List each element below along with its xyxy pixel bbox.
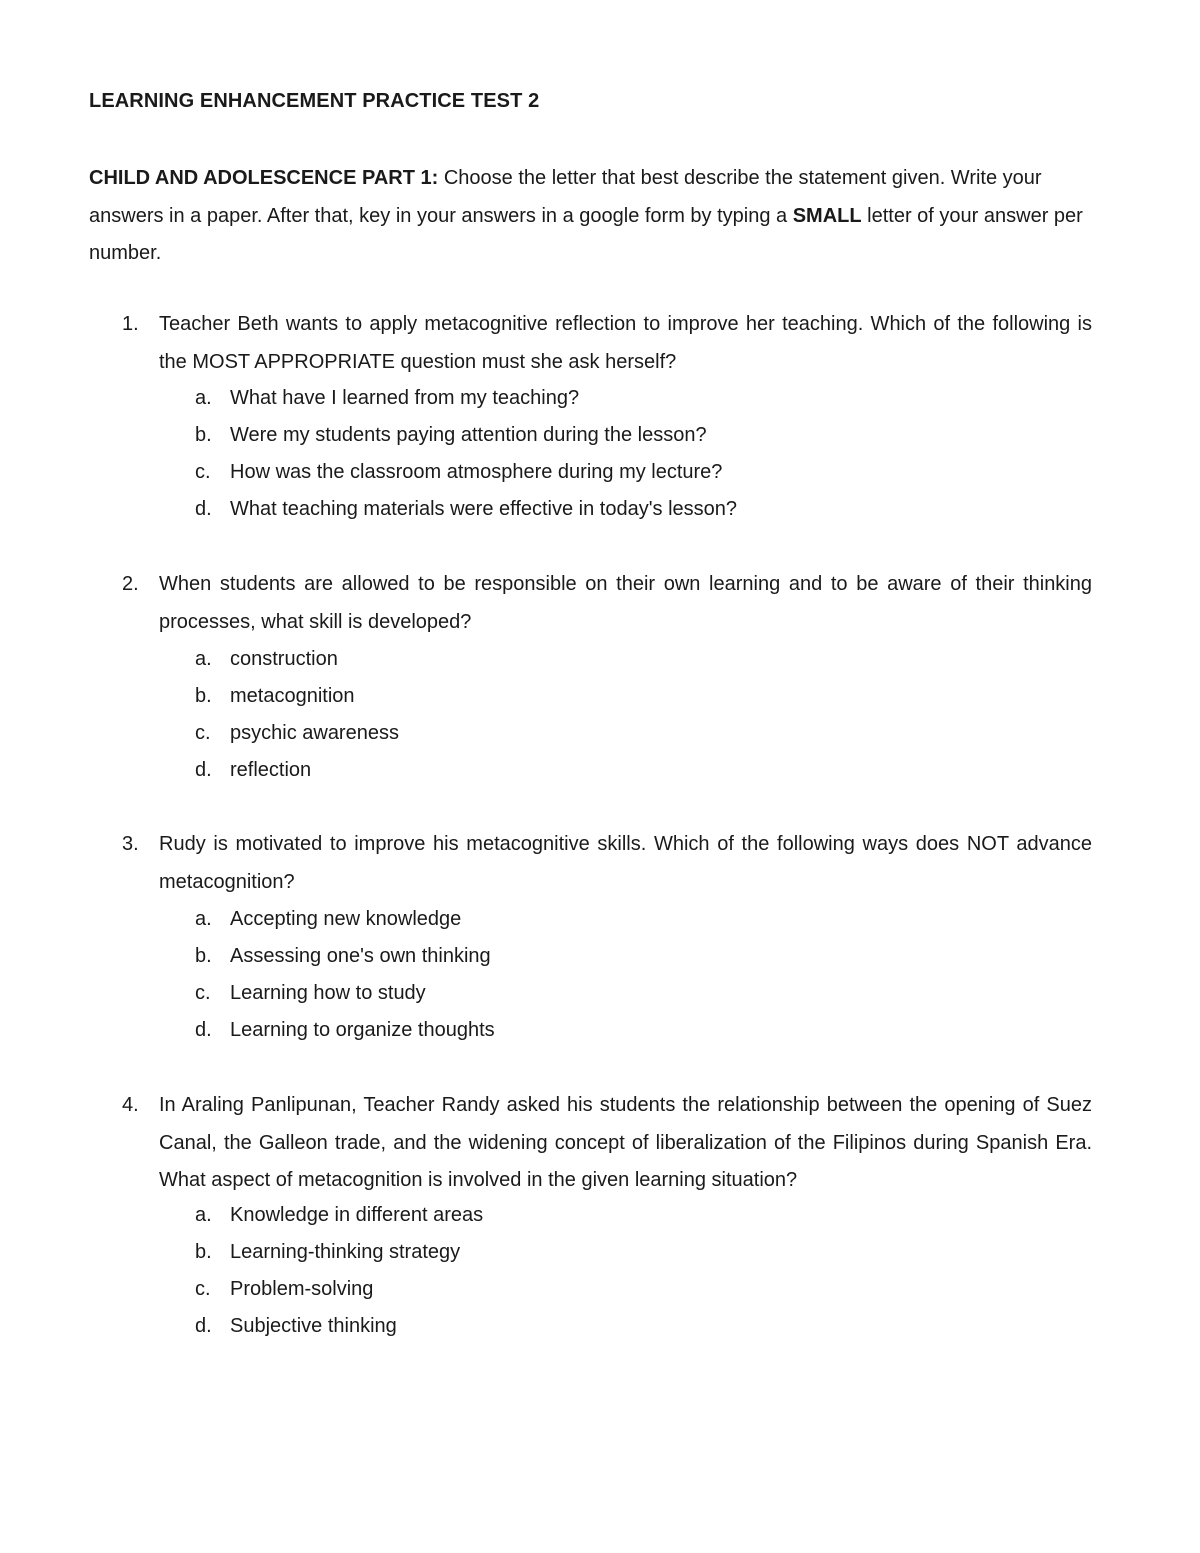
option-item: [0, 938, 1200, 975]
option-text: Assessing one's own thinking: [230, 945, 491, 967]
option-letter: b.: [195, 424, 212, 446]
option-letter: c.: [195, 982, 211, 1004]
instructions-text-2: letter of your answer per number.: [89, 204, 1083, 264]
option-item: [0, 901, 1200, 938]
option-text: Accepting new knowledge: [230, 908, 462, 930]
option-item: [0, 678, 1200, 715]
option-item: [0, 1012, 1200, 1049]
option-text: Problem-solving: [230, 1278, 374, 1300]
option-letter: d.: [195, 498, 212, 520]
option-item: [0, 1234, 1200, 1271]
option-item: [0, 1271, 1200, 1308]
option-letter: c.: [195, 1278, 211, 1300]
option-letter: c.: [195, 722, 211, 744]
option-item: [0, 752, 1200, 789]
option-text: Learning-thinking strategy: [230, 1241, 461, 1263]
option-item: [0, 715, 1200, 752]
option-letter: a.: [195, 387, 212, 409]
option-text: reflection: [230, 759, 312, 781]
document-title: LEARNING ENHANCEMENT PRACTICE TEST 2: [89, 90, 540, 112]
instructions-text-1: Choose the letter that best describe the statement given. Write your answers in a paper. After that, key in your answers in a google form by typing a: [89, 167, 1042, 227]
option-item: [0, 491, 1200, 528]
question-number: 3.: [122, 833, 139, 855]
option-item: [0, 1197, 1200, 1234]
option-text: How was the classroom atmosphere during my lecture?: [230, 461, 723, 483]
option-letter: b.: [195, 1241, 212, 1263]
option-text: Subjective thinking: [230, 1315, 397, 1337]
option-item: [0, 975, 1200, 1012]
question-number: 1.: [122, 313, 139, 335]
option-letter: d.: [195, 1019, 212, 1041]
question-number: 4.: [122, 1094, 139, 1116]
option-text: Were my students paying attention during the lesson?: [230, 424, 707, 446]
option-item: [0, 454, 1200, 491]
part-label: CHILD AND ADOLESCENCE PART 1:: [89, 167, 439, 189]
option-item: [0, 641, 1200, 678]
option-item: [0, 1308, 1200, 1345]
question-text: Rudy is motivated to improve his metacognitive skills. Which of the following ways does NOT advance metacognition?: [159, 833, 1092, 893]
question-number: 2.: [122, 573, 139, 595]
option-text: Learning to organize thoughts: [230, 1019, 495, 1041]
option-letter: d.: [195, 759, 212, 781]
option-text: Learning how to study: [230, 982, 426, 1004]
option-text: What have I learned from my teaching?: [230, 387, 580, 409]
question-text: In Araling Panlipunan, Teacher Randy asked his students the relationship between the opening of Suez Canal, the Galleon trade, and the widening concept of liberalization of the Filipinos during Spanish Era. What aspect of metacognition is involved in the given learning situation?: [159, 1094, 1092, 1191]
option-item: [0, 380, 1200, 417]
option-item: [0, 417, 1200, 454]
option-text: metacognition: [230, 685, 355, 707]
option-letter: a.: [195, 648, 212, 670]
option-text: psychic awareness: [230, 722, 399, 744]
option-text: Knowledge in different areas: [230, 1204, 484, 1226]
instructions-emphasis: SMALL: [792, 204, 862, 227]
option-letter: a.: [195, 1204, 212, 1226]
option-letter: d.: [195, 1315, 212, 1337]
instructions-paragraph: [89, 160, 1089, 273]
option-text: construction: [230, 648, 338, 670]
question-text: Teacher Beth wants to apply metacognitive reflection to improve her teaching. Which of the following is the MOST APPROPRIATE question must she ask herself?: [159, 313, 1092, 373]
option-letter: c.: [195, 461, 211, 483]
option-letter: a.: [195, 908, 212, 930]
option-text: What teaching materials were effective in today's lesson?: [230, 498, 738, 520]
question-text: When students are allowed to be responsible on their own learning and to be aware of their thinking processes, what skill is developed?: [159, 573, 1092, 633]
option-letter: b.: [195, 945, 212, 967]
option-letter: b.: [195, 685, 212, 707]
